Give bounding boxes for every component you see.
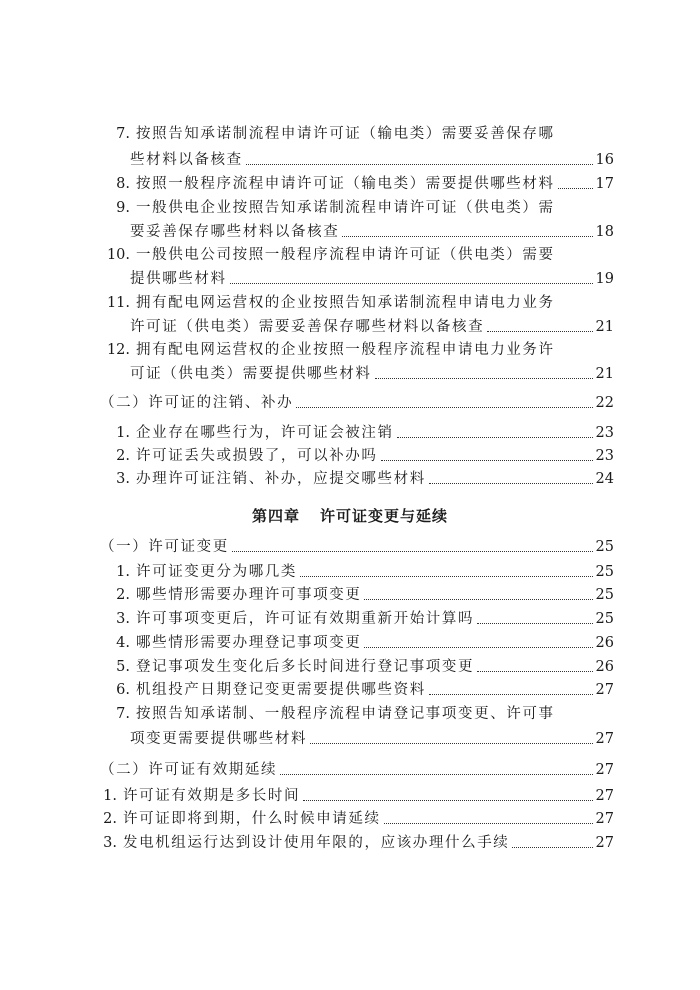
toc-entry-text: 一般供电企业按照告知承诺制流程申请许可证（供电类）需 [136,200,555,216]
toc-page-number: 25 [595,539,614,555]
toc-entry-line [58,833,614,853]
toc-page-number: 25 [595,611,614,627]
toc-page-number: 27 [595,811,614,827]
toc-entry-text: 发电机组运行达到设计使用年限的，应该办理什么手续 [123,835,510,851]
toc-entry-text: 一般供电公司按照一般程序流程申请许可证（供电类）需要 [136,247,555,263]
dot-leader [429,483,593,484]
toc-entry-text: 项变更需要提供哪些材料 [130,731,308,747]
toc-entry-text: 许可证有效期是多长时间 [123,788,301,804]
toc-page-number: 27 [595,762,614,778]
dot-leader [384,823,593,824]
dot-leader [296,407,592,408]
toc-entry-number: 4. [116,635,130,651]
dot-leader [477,623,592,624]
toc-entry-text: 许可证变更分为哪几类 [136,564,297,580]
toc-entry-number: 10. [106,247,130,263]
toc-entry-text: 许可证丢失或损毁了，可以补办吗 [136,448,378,464]
toc-entry-text: （二）许可证的注销、补办 [100,395,294,411]
toc-entry-line [130,364,614,384]
toc-page-number: 27 [595,731,614,747]
dot-leader [364,599,592,600]
dot-leader [300,576,593,577]
toc-entry-text: 机组投产日期登记变更需要提供哪些资料 [136,682,426,698]
toc-page-number: 27 [595,788,614,804]
dot-leader [303,800,592,801]
toc-entry-line [70,657,614,677]
toc-entry-number: 1. [103,788,117,804]
toc-entry-line [70,633,614,653]
toc-entry-line-1 [70,293,555,313]
toc-entry-number: 5. [116,659,130,675]
toc-entry-number: 11. [106,295,130,311]
toc-entry-text: 许可证（供电类）需要妥善保存哪些材料以备核查 [130,319,485,335]
toc-entry-line [70,174,614,194]
toc-entry-text: 按照告知承诺制流程申请许可证（输电类）需要妥善保存哪 [136,126,555,142]
toc-entry-line [70,446,614,466]
toc-entry-number: 3. [116,471,130,487]
toc-page-number: 27 [595,835,614,851]
toc-entry-line [58,809,614,829]
toc-entry-number: 8. [116,176,130,192]
toc-entry-line-1 [70,198,555,218]
toc-entry-line [58,786,614,806]
toc-entry-number: 2. [103,811,117,827]
toc-entry-text: 提供哪些材料 [130,271,227,287]
toc-entry-number: 2. [116,448,130,464]
toc-page-number: 26 [595,635,614,651]
toc-entry-line [70,469,614,489]
toc-entry-text: 企业存在哪些行为，许可证会被注销 [136,425,394,441]
dot-leader [230,283,593,284]
toc-entry-number: 7. [116,126,130,142]
toc-entry-text: 要妥善保存哪些材料以备核查 [130,224,340,240]
toc-page-number: 27 [595,682,614,698]
toc-entry-line-1 [70,245,555,265]
toc-entry-number: 12. [106,342,130,358]
toc-entry-number: 2. [116,587,130,603]
toc-entry-number: 1. [116,564,130,580]
toc-entry-line-1 [70,340,555,360]
dot-leader [232,551,593,552]
toc-entry-line [130,317,614,337]
dot-leader [397,437,593,438]
toc-entry-text: （二）许可证有效期延续 [100,762,278,778]
toc-entry-text: 哪些情形需要办理登记事项变更 [136,635,362,651]
toc-entry-text: 哪些情形需要办理许可事项变更 [136,587,362,603]
toc-entry-line [70,760,614,780]
toc-entry-number: 3. [103,835,117,851]
toc-page-number: 25 [595,587,614,603]
toc-page-number: 21 [595,366,614,382]
dot-leader [512,847,592,848]
chapter-label: 第四章 [251,507,300,525]
toc-page-number: 26 [595,659,614,675]
dot-leader [246,164,593,165]
dot-leader [477,671,592,672]
toc-page-number: 21 [595,319,614,335]
toc-entry-text: 可证（供电类）需要提供哪些材料 [130,366,372,382]
toc-entry-number: 9. [116,200,130,216]
dot-leader [429,694,593,695]
chapter-heading [0,505,700,526]
toc-entry-number: 3. [116,611,130,627]
toc-entry-number: 7. [116,706,130,722]
dot-leader [310,743,592,744]
dot-leader [381,460,593,461]
toc-entry-text: 按照告知承诺制、一般程序流程申请登记事项变更、许可事 [136,706,555,722]
toc-entry-text: 登记事项发生变化后多长时间进行登记事项变更 [136,659,475,675]
toc-entry-line [130,222,614,242]
toc-entry-line [70,562,614,582]
toc-entry-line [70,609,614,629]
toc-entry-line [130,269,614,289]
toc-page-number: 25 [595,564,614,580]
chapter-title: 许可证变更与延续 [320,507,449,525]
toc-entry-line [70,423,614,443]
toc-entry-text: 许可事项变更后，许可证有效期重新开始计算吗 [136,611,475,627]
dot-leader [558,188,593,189]
toc-page-number: 23 [595,448,614,464]
dot-leader [280,774,592,775]
toc-entry-text: 拥有配电网运营权的企业按照告知承诺制流程申请电力业务 [136,295,555,311]
toc-page-number: 18 [595,224,614,240]
toc-entry-line [130,150,614,170]
toc-entry-text: （一）许可证变更 [100,539,229,555]
toc-page-number: 17 [595,176,614,192]
dot-leader [375,378,593,379]
toc-entry-line [70,680,614,700]
toc-entry-line-1 [70,704,555,724]
toc-entry-text: 办理许可证注销、补办，应提交哪些材料 [136,471,426,487]
dot-leader [342,236,592,237]
toc-page-number: 22 [595,395,614,411]
toc-entry-line [70,393,614,413]
dot-leader [364,647,592,648]
toc-entry-text: 按照一般程序流程申请许可证（输电类）需要提供哪些材料 [136,176,555,192]
toc-entry-line-1 [70,124,555,144]
toc-entry-line [70,537,614,557]
toc-page-number: 23 [595,425,614,441]
toc-page-number: 19 [595,271,614,287]
toc-page-number: 24 [595,471,614,487]
dot-leader [487,331,592,332]
toc-entry-line [70,585,614,605]
toc-entry-text: 拥有配电网运营权的企业按照一般程序流程申请电力业务许 [136,342,555,358]
toc-entry-text: 许可证即将到期，什么时候申请延续 [123,811,381,827]
toc-entry-line [130,729,614,749]
toc-page-number: 16 [595,152,614,168]
toc-entry-number: 6. [116,682,130,698]
toc-entry-number: 1. [116,425,130,441]
toc-entry-text: 些材料以备核查 [130,152,243,168]
